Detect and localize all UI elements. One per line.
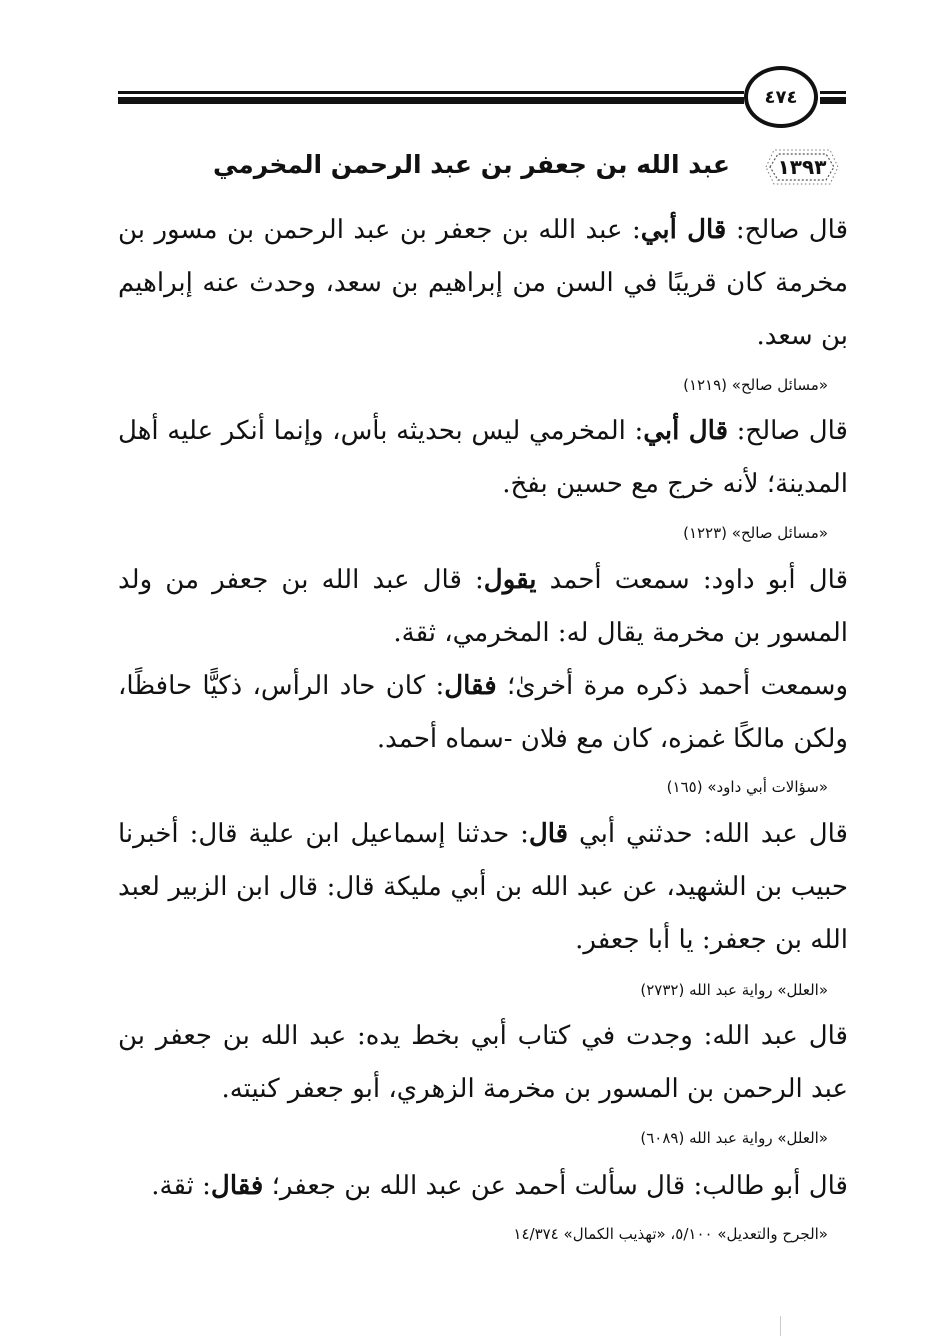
narration-paragraph [118, 405, 848, 511]
narration-text: : المخرمي ليس بحديثه بأس، وإنما أنكر عليه أهل المدينة؛ لأنه خرج مع حسين بفخ. [118, 416, 848, 499]
source-citation: «مسائل صالح» (١٢١٩) [683, 376, 828, 394]
narration-bold: قال أبي [643, 416, 729, 446]
narration-lead: قال أبو داود: سمعت أحمد [536, 565, 848, 595]
narration-text: : ثقة. [151, 1171, 211, 1201]
narration-text: : كان حاد الرأس، ذكيًّا حافظًا، ولكن مالكًا غمزه، كان مع فلان -سماه أحمد. [118, 671, 848, 754]
page-number-ring [744, 66, 818, 128]
narration-paragraph [118, 204, 848, 363]
narration-lead: قال صالح: [726, 215, 848, 245]
narration-bold: قال أبي [640, 215, 727, 245]
narration-paragraph [118, 554, 848, 660]
narration-paragraph [118, 1160, 848, 1213]
header-rule-thick [118, 97, 744, 104]
source-citation: «العلل» رواية عبد الله (٢٧٣٢) [640, 981, 828, 999]
source-citation: «الجرح والتعديل» ٥/١٠٠، «تهذيب الكمال» ١٤/٣٧٤ [513, 1225, 828, 1243]
narration-paragraph [118, 808, 848, 967]
narration-paragraph [118, 660, 848, 766]
entry-title: عبد الله بن جعفر بن عبد الرحمن المخرمي [213, 150, 730, 179]
narration-text: : قال عبد الله بن جعفر من ولد المسور بن مخرمة يقال له: المخرمي، ثقة. [118, 565, 848, 648]
narration-bold: فقال [444, 671, 497, 701]
narration-lead: وسمعت أحمد ذكره مرة أخرىٰ؛ [496, 671, 848, 701]
source-citation: «سؤالات أبي داود» (١٦٥) [666, 778, 828, 796]
narration-bold: فقال [210, 1171, 264, 1201]
narration-lead: قال عبد الله: حدثني أبي [568, 819, 848, 849]
scan-mark [780, 1316, 787, 1336]
header-rule-right-thick [820, 97, 846, 104]
narration-paragraph [118, 1010, 848, 1116]
narration-bold: قال [528, 819, 569, 849]
page-number: ٤٧٤ [764, 86, 798, 108]
entry-number: ١٣٩٣ [777, 155, 827, 179]
header-rule-thin [118, 91, 744, 94]
entry-number-badge [762, 146, 842, 188]
source-citation: «العلل» رواية عبد الله (٦٠٨٩) [640, 1129, 828, 1147]
narration-text: : عبد الله بن جعفر بن عبد الرحمن بن مسور بن مخرمة كان قريبًا في السن من إبراهيم بن سعد، وحدث عنه إبراهيم بن سعد. [118, 215, 848, 351]
header-rule-right-thin [820, 91, 846, 94]
source-citation: «مسائل صالح» (١٢٢٣) [683, 524, 828, 542]
narration-lead: قال أبو طالب: قال سألت أحمد عن عبد الله بن جعفر؛ [263, 1171, 848, 1201]
narration-lead: قال عبد الله: وجدت في كتاب أبي بخط يده: عبد الله بن جعفر بن عبد الرحمن بن المسور بن مخرمة الزهري، أبو جعفر كنيته. [118, 1021, 848, 1104]
narration-text: : حدثنا إسماعيل ابن علية قال: أخبرنا حبيب بن الشهيد، عن عبد الله بن أبي مليكة قال: قال ابن الزبير لعبد الله بن جعفر: يا أبا جعفر. [118, 819, 848, 955]
narration-bold: يقول [483, 565, 537, 595]
narration-lead: قال صالح: [728, 416, 848, 446]
